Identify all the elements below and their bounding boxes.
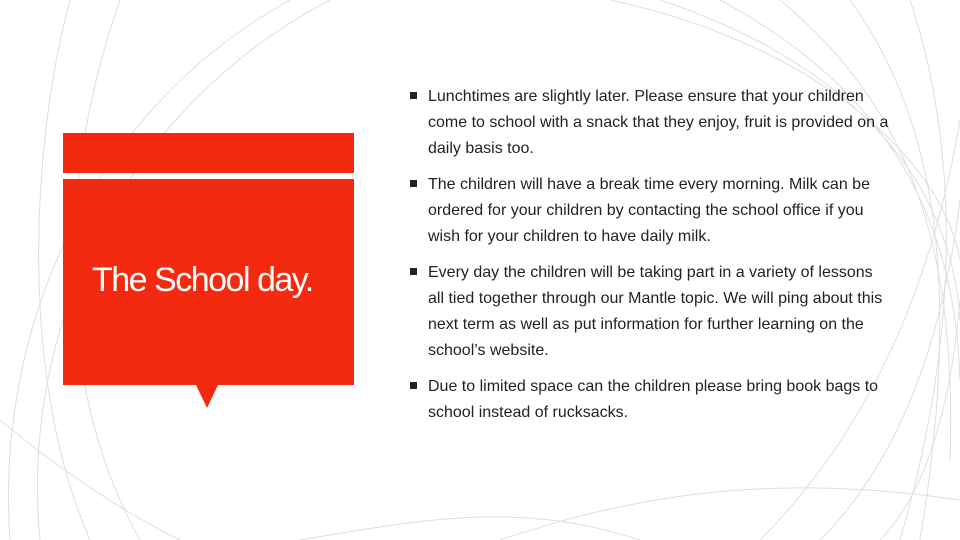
bullet-text: Every day the children will be taking part in a variety of lessons all tied together through our Mantle topic. We will ping about this next term as well as put information for further learning on the school’s website.: [428, 264, 883, 359]
bullet-text: The children will have a break time every morning. Milk can be ordered for your children by contacting the school office if you wish for your children to have daily milk.: [428, 176, 870, 245]
slide-title: The School day.: [92, 261, 313, 299]
bullet-item: [409, 172, 889, 250]
title-callout-pointer: [196, 385, 218, 408]
bullet-text: Due to limited space can the children please bring book bags to school instead of rucksacks.: [428, 378, 879, 421]
bullet-item: [409, 374, 889, 426]
square-bullet-icon: [410, 382, 417, 389]
bullet-text: Lunchtimes are slightly later. Please ensure that your children come to school with a snack that they enjoy, fruit is provided on a daily basis too.: [428, 88, 889, 157]
bullet-item: [409, 84, 889, 162]
square-bullet-icon: [410, 180, 417, 187]
title-accent-bar: [63, 133, 354, 173]
square-bullet-icon: [410, 92, 417, 99]
bullet-list: [409, 84, 889, 436]
bullet-item: [409, 260, 889, 364]
square-bullet-icon: [410, 268, 417, 275]
